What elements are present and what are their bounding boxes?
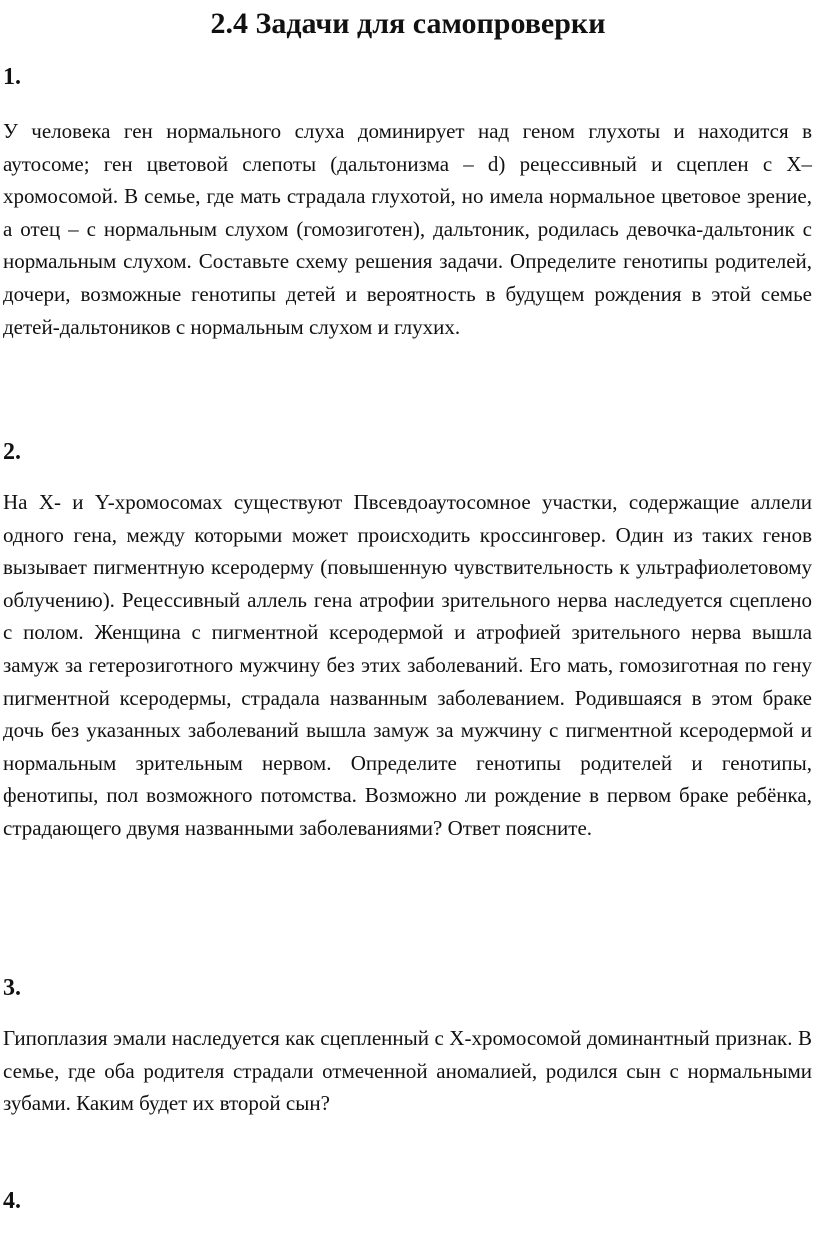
task-1-text: У человека ген нормального слуха доминирует над геном глухоты и находится в аутосоме; ген цветовой слепоты (дальтонизма – d) рецессивный и сцеплен с Х–хромосомой. В семье, где мать страдала глухотой, но имела нормальное цветовое зрение, а отец – с нормальным слухом (гомозиготен), дальтоник, родилась девочка-дальтоник с нормальным слухом. Составьте схему решения задачи. Определите генотипы родителей, дочери, возможные генотипы детей и вероятность в будущем рождения в этой семье детей-дальтоников с нормальным слухом и глухих. bbox=[3, 119, 812, 339]
task-2-number: 2. bbox=[3, 439, 21, 465]
task-4-number: 4. bbox=[3, 1188, 21, 1214]
task-3-number: 3. bbox=[3, 975, 21, 1001]
task-1-number: 1. bbox=[3, 64, 21, 90]
task-3-text: Гипоплазия эмали наследуется как сцепленный с Х-хромосомой доминантный признак. В семье, где оба родителя страдали отмеченной аномалией, родился сын с нормальными зубами. Каким будет их второй сын? bbox=[3, 1026, 812, 1116]
task-2-text: На Х- и Y-хромосомах существуют Пвсевдоаутосомное участки, содержащие аллели одного гена, между которыми может происходить кроссинговер. Один из таких генов вызывает пигментную ксеродерму (повышенную чувствительность к ультрафиолетовому облучению). Рецессивный аллель гена атрофии зрительного нерва наследуется сцеплено с полом. Женщина с пигментной ксеродермой и атрофией зрительного нерва вышла замуж за гетерозиготного мужчину без этих заболеваний. Его мать, гомозиготная по гену пигментной ксеродермы, страдала названным заболеванием. Родившаяся в этом браке дочь без указанных заболеваний вышла замуж за мужчину с пигментной ксеродермой и нормальным зрительным нервом. Определите генотипы родителей и генотипы, фенотипы, пол возможного потомства. Возможно ли рождение в первом браке ребёнка, страдающего двумя названными заболеваниями? Ответ поясните. bbox=[3, 490, 812, 840]
section-title: 2.4 Задачи для самопроверки bbox=[210, 7, 606, 40]
